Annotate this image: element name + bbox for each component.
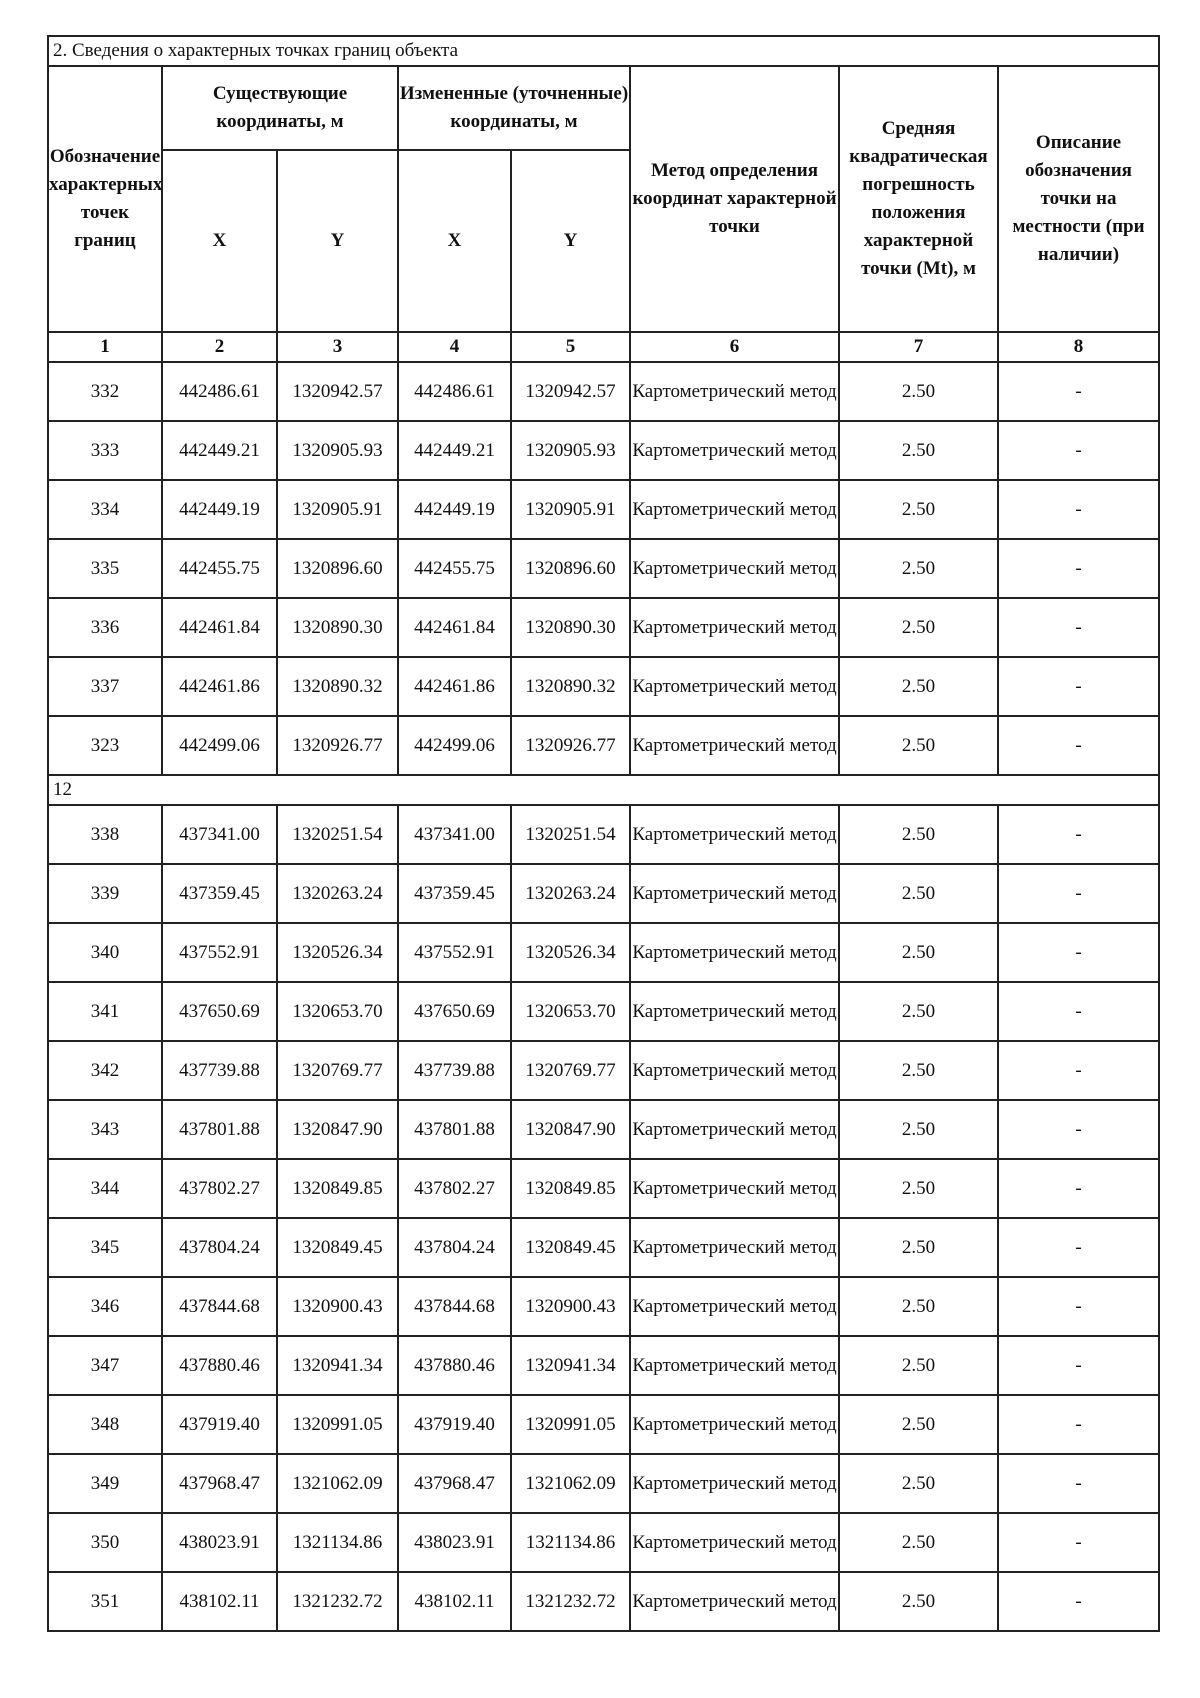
changed-y-cell: 1320847.90 — [511, 1100, 630, 1159]
method-cell: Картометрический метод — [630, 1159, 839, 1218]
table-row — [48, 1336, 1159, 1395]
method-cell: Картометрический метод — [630, 657, 839, 716]
point-cell: 350 — [48, 1513, 162, 1572]
point-cell: 347 — [48, 1336, 162, 1395]
existing-x-cell: 442499.06 — [162, 716, 277, 775]
existing-x-cell: 438102.11 — [162, 1572, 277, 1631]
existing-x-cell: 437804.24 — [162, 1218, 277, 1277]
changed-x-cell: 442461.84 — [398, 598, 511, 657]
changed-x-cell: 437968.47 — [398, 1454, 511, 1513]
existing-x-cell: 437739.88 — [162, 1041, 277, 1100]
table-row — [48, 421, 1159, 480]
table-row — [48, 1513, 1159, 1572]
method-cell: Картометрический метод — [630, 1572, 839, 1631]
error-cell: 2.50 — [839, 1159, 998, 1218]
changed-y-cell: 1320263.24 — [511, 864, 630, 923]
description-cell: - — [998, 1336, 1159, 1395]
changed-x-cell: 437844.68 — [398, 1277, 511, 1336]
description-cell: - — [998, 421, 1159, 480]
changed-x-cell: 442455.75 — [398, 539, 511, 598]
existing-y-cell: 1320890.32 — [277, 657, 398, 716]
error-cell: 2.50 — [839, 1100, 998, 1159]
existing-y-cell: 1320849.85 — [277, 1159, 398, 1218]
existing-y-cell: 1320847.90 — [277, 1100, 398, 1159]
description-cell: - — [998, 716, 1159, 775]
existing-x-cell: 437919.40 — [162, 1395, 277, 1454]
table-row — [48, 982, 1159, 1041]
error-cell: 2.50 — [839, 1395, 998, 1454]
existing-x-cell: 437844.68 — [162, 1277, 277, 1336]
table-row — [48, 864, 1159, 923]
changed-x-cell: 437341.00 — [398, 805, 511, 864]
boundary-points-table — [47, 35, 1160, 1632]
existing-y-cell: 1320900.43 — [277, 1277, 398, 1336]
description-cell: - — [998, 539, 1159, 598]
description-cell: - — [998, 1277, 1159, 1336]
header-error: Средняя квадратическая погрешность положения характерной точки (Mt), м — [839, 66, 998, 332]
point-cell: 323 — [48, 716, 162, 775]
existing-y-cell: 1320905.91 — [277, 480, 398, 539]
point-cell: 334 — [48, 480, 162, 539]
error-cell: 2.50 — [839, 982, 998, 1041]
method-cell: Картометрический метод — [630, 1395, 839, 1454]
changed-y-cell: 1320653.70 — [511, 982, 630, 1041]
changed-x-cell: 442461.86 — [398, 657, 511, 716]
table-row — [48, 1277, 1159, 1336]
header-description: Описание обозначения точки на местности (при наличии) — [998, 66, 1159, 332]
table-row — [48, 1454, 1159, 1513]
error-cell: 2.50 — [839, 657, 998, 716]
method-cell: Картометрический метод — [630, 480, 839, 539]
point-cell: 337 — [48, 657, 162, 716]
existing-y-cell: 1321134.86 — [277, 1513, 398, 1572]
error-cell: 2.50 — [839, 1336, 998, 1395]
changed-y-cell: 1320926.77 — [511, 716, 630, 775]
group-row — [48, 775, 1159, 805]
method-cell: Картометрический метод — [630, 421, 839, 480]
changed-y-cell: 1320896.60 — [511, 539, 630, 598]
changed-y-cell: 1320942.57 — [511, 362, 630, 421]
existing-y-cell: 1320526.34 — [277, 923, 398, 982]
description-cell: - — [998, 598, 1159, 657]
description-cell: - — [998, 864, 1159, 923]
existing-y-cell: 1320890.30 — [277, 598, 398, 657]
method-cell: Картометрический метод — [630, 1218, 839, 1277]
method-cell: Картометрический метод — [630, 805, 839, 864]
existing-x-cell: 437802.27 — [162, 1159, 277, 1218]
error-cell: 2.50 — [839, 362, 998, 421]
existing-y-cell: 1320653.70 — [277, 982, 398, 1041]
point-cell: 344 — [48, 1159, 162, 1218]
existing-x-cell: 442455.75 — [162, 539, 277, 598]
method-cell: Картометрический метод — [630, 1277, 839, 1336]
changed-y-cell: 1320900.43 — [511, 1277, 630, 1336]
error-cell: 2.50 — [839, 805, 998, 864]
point-cell: 349 — [48, 1454, 162, 1513]
error-cell: 2.50 — [839, 1572, 998, 1631]
changed-y-cell: 1320991.05 — [511, 1395, 630, 1454]
existing-y-cell: 1320926.77 — [277, 716, 398, 775]
column-number: 5 — [511, 332, 630, 362]
description-cell: - — [998, 982, 1159, 1041]
column-number: 8 — [998, 332, 1159, 362]
description-cell: - — [998, 657, 1159, 716]
existing-y-cell: 1320769.77 — [277, 1041, 398, 1100]
existing-y-cell: 1320942.57 — [277, 362, 398, 421]
changed-x-cell: 437804.24 — [398, 1218, 511, 1277]
description-cell: - — [998, 1100, 1159, 1159]
table-row — [48, 1100, 1159, 1159]
table-row — [48, 1218, 1159, 1277]
existing-y-cell: 1320941.34 — [277, 1336, 398, 1395]
changed-x-cell: 442449.19 — [398, 480, 511, 539]
existing-y-cell: 1321232.72 — [277, 1572, 398, 1631]
table-row — [48, 598, 1159, 657]
changed-y-cell: 1320769.77 — [511, 1041, 630, 1100]
error-cell: 2.50 — [839, 716, 998, 775]
changed-x-cell: 437919.40 — [398, 1395, 511, 1454]
existing-x-cell: 438023.91 — [162, 1513, 277, 1572]
header-existing-coords: Существующие координаты, м — [162, 66, 398, 150]
method-cell: Картометрический метод — [630, 1513, 839, 1572]
table-row — [48, 1395, 1159, 1454]
error-cell: 2.50 — [839, 480, 998, 539]
point-cell: 336 — [48, 598, 162, 657]
point-cell: 338 — [48, 805, 162, 864]
changed-y-cell: 1320905.93 — [511, 421, 630, 480]
column-number: 4 — [398, 332, 511, 362]
changed-y-cell: 1320941.34 — [511, 1336, 630, 1395]
point-cell: 345 — [48, 1218, 162, 1277]
description-cell: - — [998, 1159, 1159, 1218]
existing-x-cell: 437552.91 — [162, 923, 277, 982]
point-cell: 335 — [48, 539, 162, 598]
changed-x-cell: 442449.21 — [398, 421, 511, 480]
header-existing-y: Y — [277, 150, 398, 332]
point-cell: 343 — [48, 1100, 162, 1159]
error-cell: 2.50 — [839, 598, 998, 657]
changed-y-cell: 1320849.45 — [511, 1218, 630, 1277]
method-cell: Картометрический метод — [630, 1336, 839, 1395]
changed-y-cell: 1321232.72 — [511, 1572, 630, 1631]
point-cell: 348 — [48, 1395, 162, 1454]
method-cell: Картометрический метод — [630, 1454, 839, 1513]
column-number: 2 — [162, 332, 277, 362]
method-cell: Картометрический метод — [630, 982, 839, 1041]
point-cell: 342 — [48, 1041, 162, 1100]
changed-x-cell: 437801.88 — [398, 1100, 511, 1159]
point-cell: 333 — [48, 421, 162, 480]
error-cell: 2.50 — [839, 1218, 998, 1277]
description-cell: - — [998, 1572, 1159, 1631]
description-cell: - — [998, 1041, 1159, 1100]
existing-x-cell: 442461.84 — [162, 598, 277, 657]
changed-y-cell: 1320890.30 — [511, 598, 630, 657]
point-cell: 341 — [48, 982, 162, 1041]
error-cell: 2.50 — [839, 923, 998, 982]
column-number: 6 — [630, 332, 839, 362]
existing-x-cell: 437359.45 — [162, 864, 277, 923]
error-cell: 2.50 — [839, 1454, 998, 1513]
changed-x-cell: 437552.91 — [398, 923, 511, 982]
header-method: Метод определения координат характерной точки — [630, 66, 839, 332]
description-cell: - — [998, 1218, 1159, 1277]
existing-x-cell: 437650.69 — [162, 982, 277, 1041]
error-cell: 2.50 — [839, 1513, 998, 1572]
table-row — [48, 1159, 1159, 1218]
existing-x-cell: 442449.19 — [162, 480, 277, 539]
section-title: 2. Сведения о характерных точках границ объекта — [48, 36, 1159, 66]
header-point: Обозначение характерных точек границ — [48, 66, 162, 332]
description-cell: - — [998, 362, 1159, 421]
changed-y-cell: 1320905.91 — [511, 480, 630, 539]
method-cell: Картометрический метод — [630, 598, 839, 657]
existing-x-cell: 442486.61 — [162, 362, 277, 421]
existing-x-cell: 437341.00 — [162, 805, 277, 864]
changed-y-cell: 1320526.34 — [511, 923, 630, 982]
description-cell: - — [998, 1395, 1159, 1454]
point-cell: 339 — [48, 864, 162, 923]
table-row — [48, 657, 1159, 716]
existing-x-cell: 437968.47 — [162, 1454, 277, 1513]
changed-x-cell: 437650.69 — [398, 982, 511, 1041]
changed-y-cell: 1320890.32 — [511, 657, 630, 716]
existing-y-cell: 1320896.60 — [277, 539, 398, 598]
error-cell: 2.50 — [839, 421, 998, 480]
existing-y-cell: 1320905.93 — [277, 421, 398, 480]
existing-y-cell: 1320251.54 — [277, 805, 398, 864]
table-row — [48, 480, 1159, 539]
changed-y-cell: 1321062.09 — [511, 1454, 630, 1513]
table-row — [48, 362, 1159, 421]
method-cell: Картометрический метод — [630, 362, 839, 421]
changed-x-cell: 442499.06 — [398, 716, 511, 775]
table-row — [48, 805, 1159, 864]
header-changed-x: X — [398, 150, 511, 332]
changed-x-cell: 438023.91 — [398, 1513, 511, 1572]
header-existing-x: X — [162, 150, 277, 332]
changed-x-cell: 438102.11 — [398, 1572, 511, 1631]
point-cell: 346 — [48, 1277, 162, 1336]
method-cell: Картометрический метод — [630, 716, 839, 775]
table-row — [48, 1041, 1159, 1100]
changed-x-cell: 437802.27 — [398, 1159, 511, 1218]
method-cell: Картометрический метод — [630, 923, 839, 982]
existing-x-cell: 437880.46 — [162, 1336, 277, 1395]
changed-y-cell: 1320849.85 — [511, 1159, 630, 1218]
changed-x-cell: 437739.88 — [398, 1041, 511, 1100]
table-row — [48, 1572, 1159, 1631]
column-number: 1 — [48, 332, 162, 362]
header-changed-y: Y — [511, 150, 630, 332]
header-changed-coords: Измененные (уточненные) координаты, м — [398, 66, 630, 150]
existing-y-cell: 1320263.24 — [277, 864, 398, 923]
existing-x-cell: 442449.21 — [162, 421, 277, 480]
existing-x-cell: 442461.86 — [162, 657, 277, 716]
point-cell: 332 — [48, 362, 162, 421]
changed-y-cell: 1320251.54 — [511, 805, 630, 864]
description-cell: - — [998, 1513, 1159, 1572]
column-number: 3 — [277, 332, 398, 362]
table-row — [48, 923, 1159, 982]
description-cell: - — [998, 1454, 1159, 1513]
changed-x-cell: 437880.46 — [398, 1336, 511, 1395]
changed-x-cell: 442486.61 — [398, 362, 511, 421]
description-cell: - — [998, 923, 1159, 982]
error-cell: 2.50 — [839, 539, 998, 598]
method-cell: Картометрический метод — [630, 1041, 839, 1100]
method-cell: Картометрический метод — [630, 864, 839, 923]
method-cell: Картометрический метод — [630, 539, 839, 598]
point-cell: 340 — [48, 923, 162, 982]
group-label: 12 — [48, 775, 1159, 805]
existing-y-cell: 1320991.05 — [277, 1395, 398, 1454]
error-cell: 2.50 — [839, 1277, 998, 1336]
error-cell: 2.50 — [839, 1041, 998, 1100]
changed-y-cell: 1321134.86 — [511, 1513, 630, 1572]
changed-x-cell: 437359.45 — [398, 864, 511, 923]
point-cell: 351 — [48, 1572, 162, 1631]
error-cell: 2.50 — [839, 864, 998, 923]
description-cell: - — [998, 480, 1159, 539]
description-cell: - — [998, 805, 1159, 864]
existing-x-cell: 437801.88 — [162, 1100, 277, 1159]
table-row — [48, 539, 1159, 598]
method-cell: Картометрический метод — [630, 1100, 839, 1159]
existing-y-cell: 1320849.45 — [277, 1218, 398, 1277]
existing-y-cell: 1321062.09 — [277, 1454, 398, 1513]
table-row — [48, 716, 1159, 775]
column-number: 7 — [839, 332, 998, 362]
